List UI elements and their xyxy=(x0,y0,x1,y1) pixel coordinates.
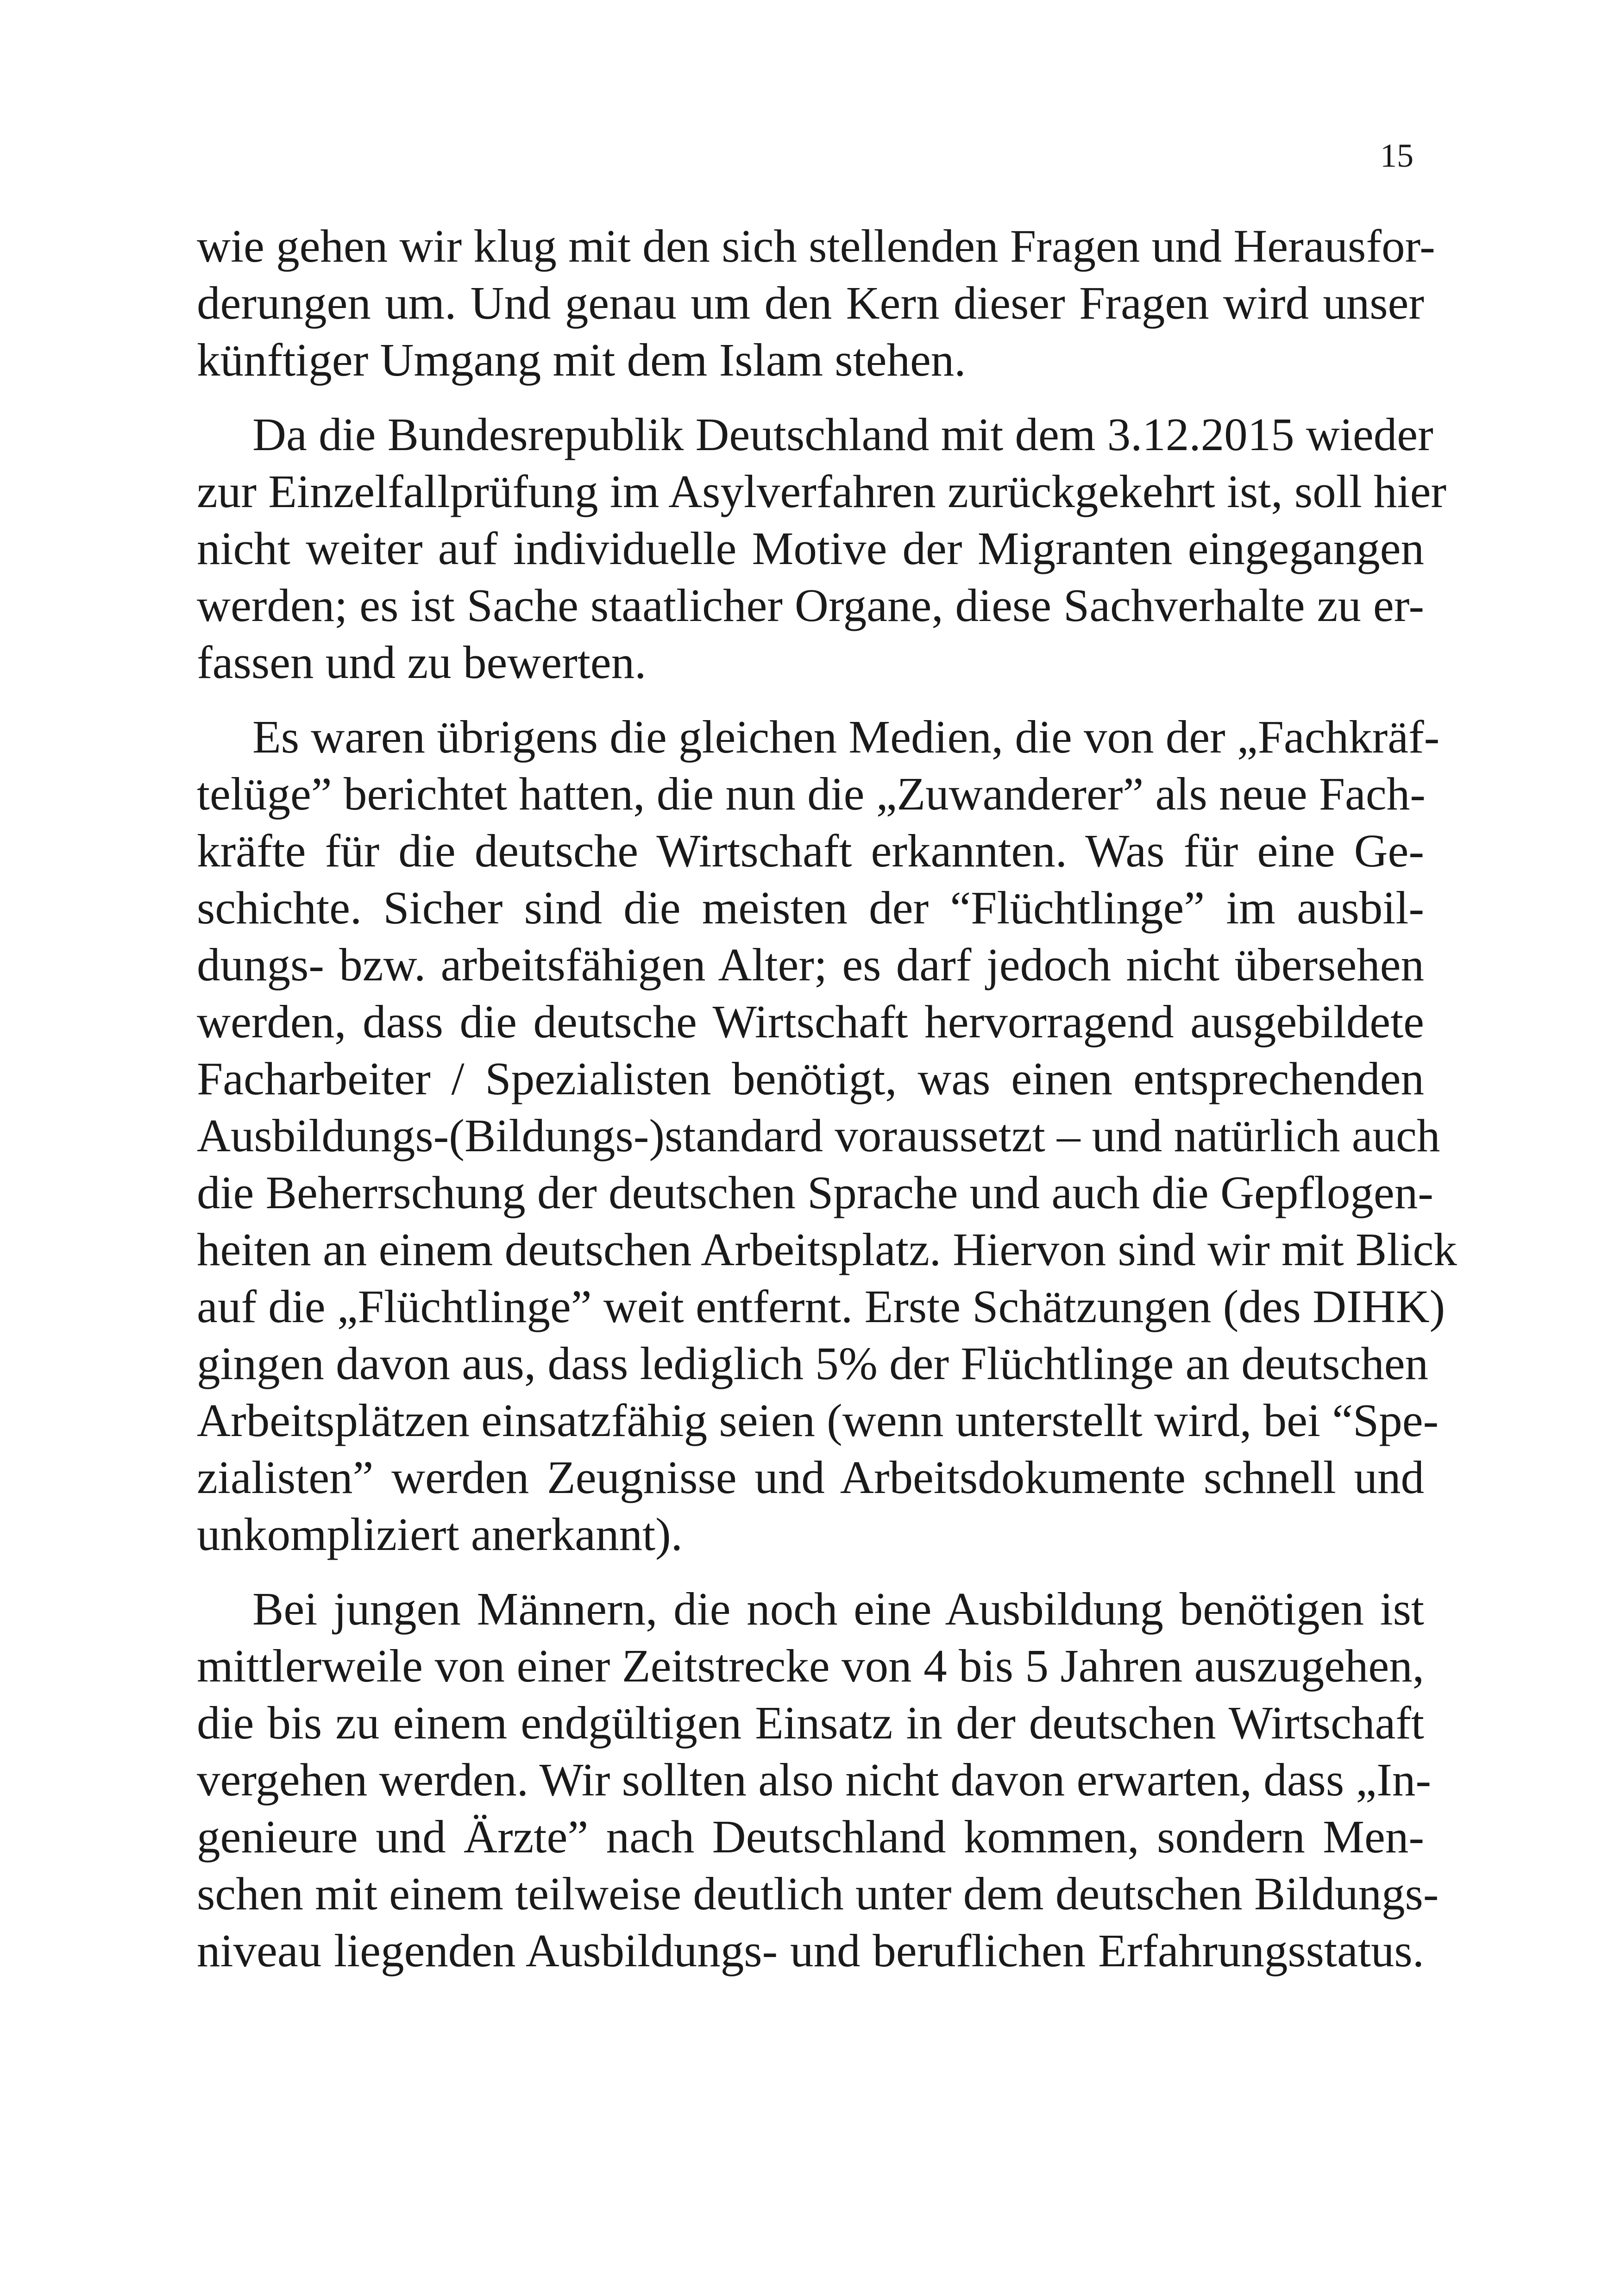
text-line: auf die „Flüchtlinge” weit entfernt. Erste Schätzungen (des DIHK) xyxy=(197,1280,1445,1332)
text-line: zialisten” werden Zeugnisse und Arbeitsdokumente schnell und xyxy=(197,1451,1424,1503)
paragraph xyxy=(197,1581,1439,1979)
text-line: mittlerweile von einer Zeitstrecke von 4 bis 5 Jahren auszugehen, xyxy=(197,1640,1424,1692)
text-line: die bis zu einem endgültigen Einsatz in der deutschen Wirtschaft xyxy=(197,1697,1424,1749)
text-line: unkompliziert anerkannt). xyxy=(197,1508,683,1560)
text-line: dungs- bzw. arbeitsfähigen Alter; es darf jedoch nicht übersehen xyxy=(197,939,1424,991)
paragraph xyxy=(197,406,1447,691)
text-line: Ausbildungs-(Bildungs-)standard voraussetzt – und natürlich auch xyxy=(197,1110,1440,1161)
text-line: künftiger Umgang mit dem Islam stehen. xyxy=(197,334,966,386)
text-line: telüge” berichtet hatten, die nun die „Zuwanderer” als neue Fach- xyxy=(197,768,1426,820)
text-line: Bei jungen Männern, die noch eine Ausbildung benötigen ist xyxy=(252,1583,1424,1635)
text-line: schen mit einem teilweise deutlich unter dem deutschen Bildungs- xyxy=(197,1868,1439,1920)
page-number: 15 xyxy=(1380,137,1414,174)
text-line: niveau liegenden Ausbildungs- und beruflichen Erfahrungsstatus. xyxy=(197,1925,1424,1976)
text-line: wie gehen wir klug mit den sich stellenden Fragen und Herausfor- xyxy=(197,220,1435,272)
body-text xyxy=(197,218,1457,1997)
text-line: Es waren übrigens die gleichen Medien, die von der „Fachkräf- xyxy=(252,711,1440,763)
text-line: nicht weiter auf individuelle Motive der Migranten eingegangen xyxy=(197,522,1424,574)
text-line: Da die Bundesrepublik Deutschland mit dem 3.12.2015 wieder xyxy=(252,408,1433,460)
text-line: vergehen werden. Wir sollten also nicht davon erwarten, dass „In- xyxy=(197,1754,1432,1806)
text-line: kräfte für die deutsche Wirtschaft erkannten. Was für eine Ge- xyxy=(197,825,1424,877)
text-line: gingen davon aus, dass lediglich 5% der Flüchtlinge an deutschen xyxy=(197,1337,1429,1389)
text-line: heiten an einem deutschen Arbeitsplatz. Hiervon sind wir mit Blick xyxy=(197,1223,1457,1275)
text-line: genieure und Ärzte” nach Deutschland kommen, sondern Men- xyxy=(197,1811,1424,1863)
text-line: fassen und zu bewerten. xyxy=(197,636,647,688)
text-line: zur Einzelfallprüfung im Asylverfahren zurückgekehrt ist, soll hier xyxy=(197,465,1447,517)
paragraph xyxy=(197,218,1435,389)
text-line: werden, dass die deutsche Wirtschaft hervorragend ausgebildete xyxy=(197,996,1424,1048)
paragraph xyxy=(197,709,1457,1563)
text-line: werden; es ist Sache staatlicher Organe, diese Sachverhalte zu er- xyxy=(197,579,1424,631)
text-line: derungen um. Und genau um den Kern dieser Fragen wird unser xyxy=(197,277,1424,329)
text-line: Facharbeiter / Spezialisten benötigt, was einen entsprechenden xyxy=(197,1053,1424,1104)
text-line: Arbeitsplätzen einsatzfähig seien (wenn unterstellt wird, bei “Spe- xyxy=(197,1394,1439,1446)
text-line: schichte. Sicher sind die meisten der “Flüchtlinge” im ausbil- xyxy=(197,882,1424,934)
text-line: die Beherrschung der deutschen Sprache und auch die Gepflogen- xyxy=(197,1167,1433,1218)
